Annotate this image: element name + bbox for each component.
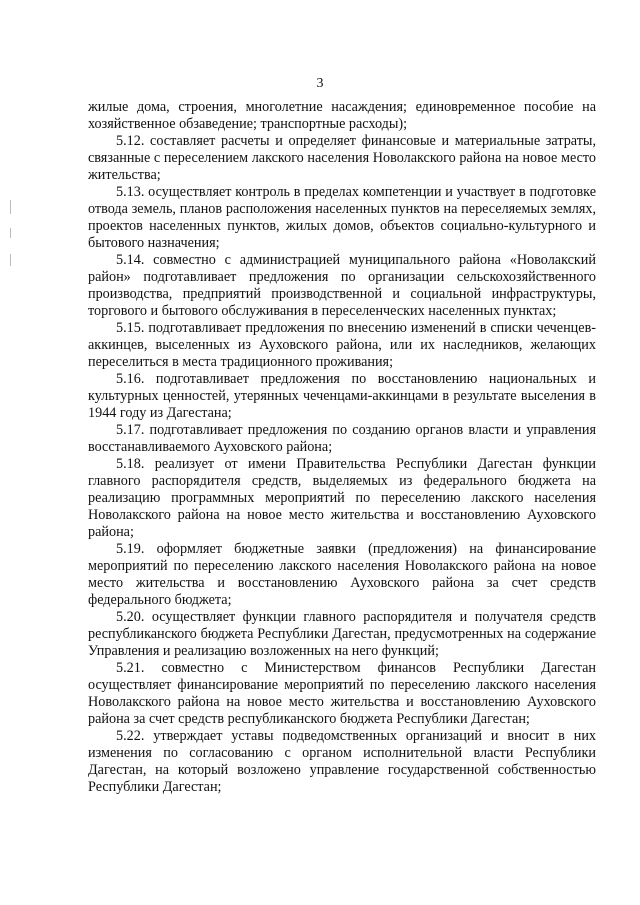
paragraph-5-17: 5.17. подготавливает предложения по созданию органов власти и управления восстанавливаемого Ауховского района;	[88, 422, 596, 455]
paragraph-5-20: 5.20. осуществляет функции главного распорядителя и получателя средств республиканского бюджета Республики Дагестан, предусмотренных на содержание Управления и реализацию возложенных на него функций;	[88, 609, 596, 659]
paragraph-5-16: 5.16. подготавливает предложения по восстановлению национальных и культурных ценностей, утерянных чеченцами-аккинцами в результате выселения в 1944 году из Дагестана;	[88, 371, 596, 421]
margin-mark	[10, 228, 11, 238]
document-body	[88, 99, 596, 796]
paragraph-5-12: 5.12. составляет расчеты и определяет финансовые и материальные затраты, связанные с переселением лакского населения Новолакского района на новое место жительства;	[88, 133, 596, 183]
paragraph-continuation: жилые дома, строения, многолетние насаждения; единовременное пособие на хозяйственное обзаведение; транспортные расходы);	[88, 99, 596, 132]
paragraph-5-13: 5.13. осуществляет контроль в пределах компетенции и участвует в подготовке отвода земель, планов расположения населенных пунктов на переселяемых землях, проектов населенных пунктов, жилых домов, объектов социально-культурного и бытового назначения;	[88, 184, 596, 251]
paragraph-5-14: 5.14. совместно с администрацией муниципального района «Новолакский район» подготавливает предложения по организации сельскохозяйственного производства, предприятий производственной и социальной инфраструктуры, торгового и бытового обслуживания в переселенческих населенных пунктах;	[88, 252, 596, 319]
paragraph-5-19: 5.19. оформляет бюджетные заявки (предложения) на финансирование мероприятий по переселению лакского населения Новолакского района на новое место жительства и восстановлению Ауховского района за счет средств федерального бюджета;	[88, 541, 596, 608]
margin-mark	[10, 254, 11, 266]
paragraph-5-18: 5.18. реализует от имени Правительства Республики Дагестан функции главного распорядителя средств, выделяемых из федерального бюджета на реализацию программных мероприятий по переселению лакского населения Новолакского района на новое место жительства и восстановлению Ауховского района;	[88, 456, 596, 540]
margin-mark	[10, 200, 11, 214]
page-number: 3	[316, 76, 324, 91]
paragraph-5-15: 5.15. подготавливает предложения по внесению изменений в списки чеченцев-аккинцев, выселенных из Ауховского района, или их наследников, желающих переселиться в места традиционного проживания;	[88, 320, 596, 370]
paragraph-5-21: 5.21. совместно с Министерством финансов Республики Дагестан осуществляет финансирование мероприятий по переселению лакского населения Новолакского района на новое место жительства и восстановлению Ауховского района за счет средств республиканского бюджета Республики Дагестан;	[88, 660, 596, 727]
paragraph-5-22: 5.22. утверждает уставы подведомственных организаций и вносит в них изменения по согласованию с органом исполнительной власти Республики Дагестан, на который возложено управление государственной собственностью Республики Дагестан;	[88, 728, 596, 795]
